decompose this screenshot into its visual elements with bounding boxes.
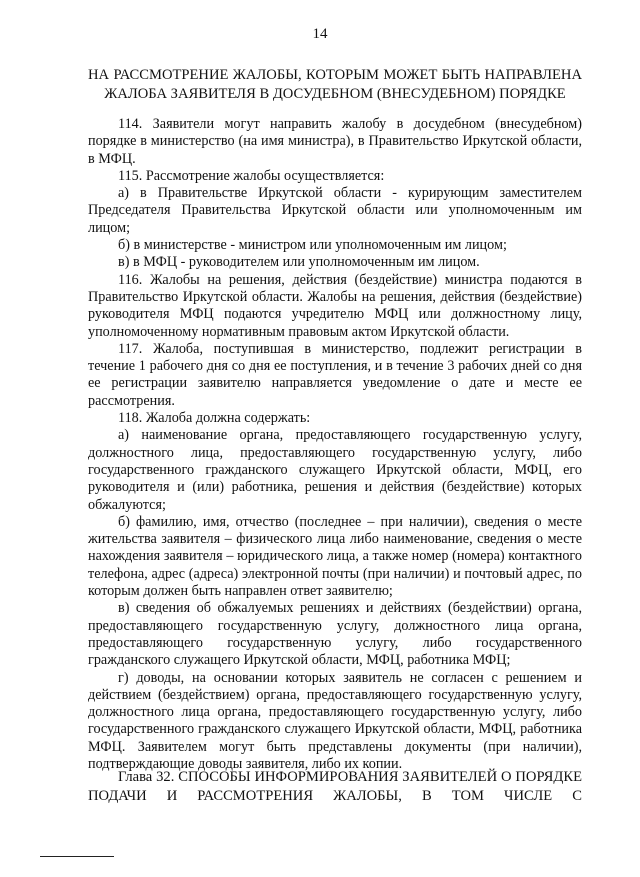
- page-number: 14: [312, 26, 328, 42]
- section-heading-top: НА РАССМОТРЕНИЕ ЖАЛОБЫ, КОТОРЫМ МОЖЕТ БЫТЬ НАПРАВЛЕНА ЖАЛОБА ЗАЯВИТЕЛЯ В ДОСУДЕБНОМ (ВНЕСУДЕБНОМ) ПОРЯДКЕ: [88, 67, 582, 102]
- paragraph-118-b: б) фамилию, имя, отчество (последнее – при наличии), сведения о месте жительства заявителя – физического лица либо наименование, сведения о месте нахождения заявителя – юридического лица, а также номер (номера) контактного телефона, адрес (адреса) электронной почты (при наличии) и почтовый адрес, по которым должен быть направлен ответ заявителю;: [88, 513, 582, 600]
- paragraph-115-v: в) в МФЦ - руководителем или уполномоченным им лицом.: [118, 254, 480, 271]
- footnote-divider: [40, 856, 114, 857]
- paragraph-118-a: а) наименование органа, предоставляющего государственную услугу, должностного лица, предоставляющего государственную услугу, либо государственного гражданского служащего Иркутской области, МФЦ, его руководителя и (или) работника, решения и действия (бездействие) которых обжалуются;: [88, 427, 582, 513]
- paragraph-118-g: г) доводы, на основании которых заявитель не согласен с решением и действием (бездействием) органа, предоставляющего государственную услугу, должностного лица органа, предоставляющего государственную услугу, либо государственного гражданского служащего Иркутской области, МФЦ, работника МФЦ. Заявителем могут быть представлены документы (при наличии), подтверждающие доводы заявителя, либо их копии.: [88, 669, 582, 772]
- paragraph-117: 117. Жалоба, поступившая в министерство, подлежит регистрации в течение 1 рабочего дня со дня ее поступления, и в течение 3 рабочих дней со дня ее регистрации заявителю направляется уведомление о дате и месте ее рассмотрения.: [88, 340, 582, 409]
- paragraph-114: 114. Заявители могут направить жалобу в досудебном (внесудебном) порядке в министерство (на имя министра), в Правительство Иркутской области, в МФЦ.: [88, 116, 582, 167]
- paragraph-115-b: б) в министерстве - министром или уполномоченным им лицом;: [118, 237, 507, 254]
- paragraph-115-a: а) в Правительстве Иркутской области - курирующим заместителем Председателя Правительства Иркутской области или уполномоченным им лицом;: [88, 185, 582, 236]
- paragraph-115: 115. Рассмотрение жалобы осуществляется:: [118, 167, 385, 184]
- paragraph-116: 116. Жалобы на решения, действия (бездействие) министра подаются в Правительство Иркутской области. Жалобы на решения, действия (бездействие) руководителя МФЦ подаются учредителю МФЦ или должностному лицу, уполномоченному нормативным правовым актом Иркутской области.: [88, 271, 582, 340]
- paragraph-118-v: в) сведения об обжалуемых решениях и действиях (бездействии) органа, предоставляющего государственную услугу, должностного лица органа, предоставляющего государственную услугу, либо государственного гражданского служащего Иркутской области, МФЦ, работника МФЦ;: [88, 600, 582, 669]
- paragraph-118: 118. Жалоба должна содержать:: [118, 410, 311, 427]
- body-text: [88, 116, 582, 773]
- chapter-heading-32: Глава 32. СПОСОБЫ ИНФОРМИРОВАНИЯ ЗАЯВИТЕЛЕЙ О ПОРЯДКЕ ПОДАЧИ И РАССМОТРЕНИЯ ЖАЛОБЫ, В ТОМ ЧИСЛЕ С: [88, 769, 582, 804]
